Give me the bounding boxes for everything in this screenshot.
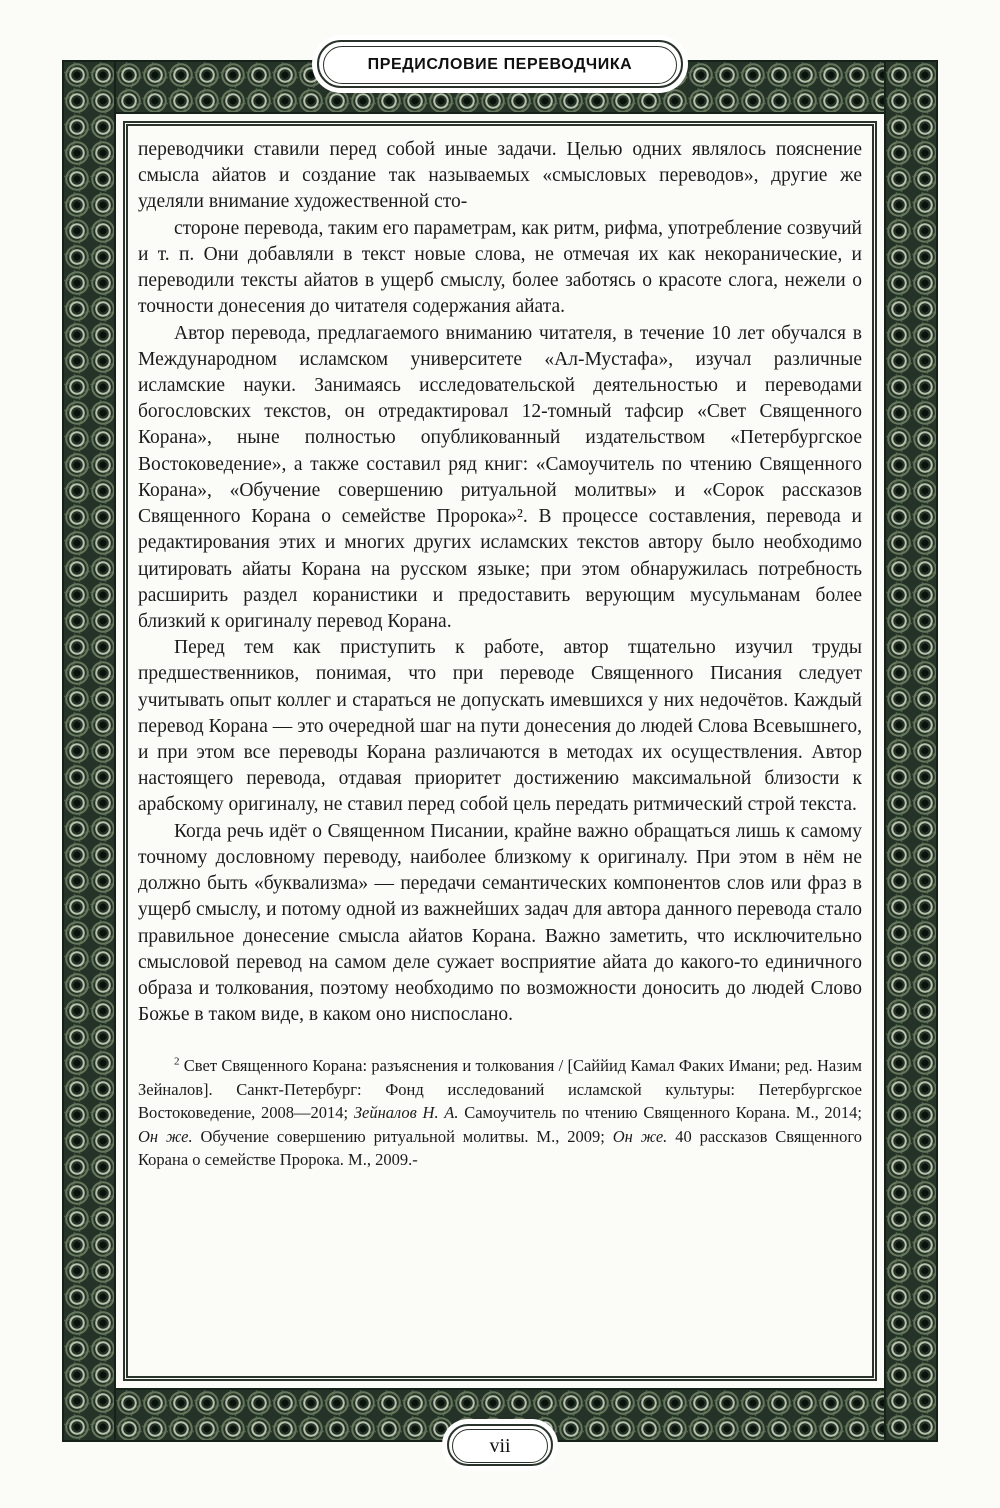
footnote-author: Он же. — [138, 1126, 193, 1146]
page-number-banner-inner — [452, 1429, 548, 1463]
paragraph: Автор перевода, предлагаемого вниманию читателя, в течение 10 лет обучался в Международном исламском университете «Ал-Мустафа», изучал различные исламские науки. Занимаясь исследовательской деятельностью и переводами богословских текстов, он отредактировал 12-томный тафсир «Свет Священного Корана», ныне полностью опубликованный издательством «Петербургское Востоковедение», а также составил ряд книг: «Самоучитель по чтению Священного Корана», «Обучение совершению ритуальной молитвы» и «Сорок рассказов Священного Корана о семействе Пророка»². В процессе составления, перевода и редактирования этих и многих других исламских текстов автору было необходимо цитировать айаты Корана на русском языке; при этом обнаружилась потребность расширить раздел коранистики и предоставить верующим мусульманам более близкий к оригиналу перевод Корана. — [138, 322, 862, 632]
paragraph: Перед тем как приступить к работе, автор тщательно изучил труды предшественников, понимая, что при переводе Священного Писания следует учитывать опыт коллег и стараться не допускать имевшихся у них недочётов. Каждый перевод Корана — это очередной шаг на пути донесения до людей Слова Всевышнего, и при этом все переводы Корана различаются в методах их осуществления. Автор настоящего перевода, отдавая приоритет достижению максимальной близости к арабскому оригиналу, не ставил перед собой цель передать ритмический строй текста. — [138, 637, 862, 816]
decorative-border-right — [884, 60, 938, 1442]
footnote-text: Свет Священного Корана: разъяснения и толкования / [Саййид Камал Факих Имани; ред. Назим Зейналов]. Санкт-Петербург: Фонд исследований исламской культуры: Петербургское Востоковедение, 2008—2014; — [138, 1056, 862, 1123]
header-banner-inner — [323, 46, 677, 84]
paragraph: стороне перевода, таким его параметрам, как ритм, рифма, употребление созвучий и т. п. Они добавляли в текст новые слова, не отмечая их как некоранические, и переводили тексты айатов в ущерб смыслу, более заботясь о красоте слога, нежели о точности донесения до читателя содержания айата. — [138, 217, 862, 318]
paragraph: переводчики ставили перед собой иные задачи. Целью одних являлось пояснение смысла айатов и создание так называемых «смысловых переводов», другие же уделяли внимание художественной сто- — [138, 139, 862, 213]
decorative-border-left — [62, 60, 116, 1442]
footnote-author: Он же. — [612, 1126, 668, 1146]
footnote-marker: 2 — [174, 1055, 180, 1068]
header-banner — [317, 40, 683, 88]
page-number-banner — [447, 1424, 553, 1466]
page-header-title: ПРЕДИСЛОВИЕ ПЕРЕВОДЧИКА — [367, 56, 633, 73]
page-number: vii — [489, 1434, 511, 1457]
footnote — [138, 1054, 862, 1171]
page-text-area — [138, 137, 862, 1374]
footnote-author: Зейналов Н. А. — [353, 1103, 459, 1123]
footnote-text: 40 рассказов Священного Корана о семействе Пророка. М., 2009.- — [138, 1126, 862, 1170]
footnote-text: Самоучитель по чтению Священного Корана. М., 2014; — [458, 1103, 862, 1123]
footnote-text: Обучение совершению ритуальной молитвы. М., 2009; — [192, 1126, 613, 1146]
paragraph: Когда речь идёт о Священном Писании, крайне важно обращаться лишь к самому точному дословному переводу, наиболее близкому к оригиналу. При этом в нём не должно быть «буквализма» — передачи семантических компонентов слов или фраз в ущерб смыслу, и потому одной из важнейших задач для автора данного перевода стало правильное донесение смысла айатов Корана. Важно заметить, что исключительно смысловой перевод на самом деле сужает восприятие айата до какого-то единичного образа и толкования, поэтому необходимо по возможности доносить до людей Слово Божье в таком виде, в каком оно ниспослано. — [138, 820, 862, 1026]
